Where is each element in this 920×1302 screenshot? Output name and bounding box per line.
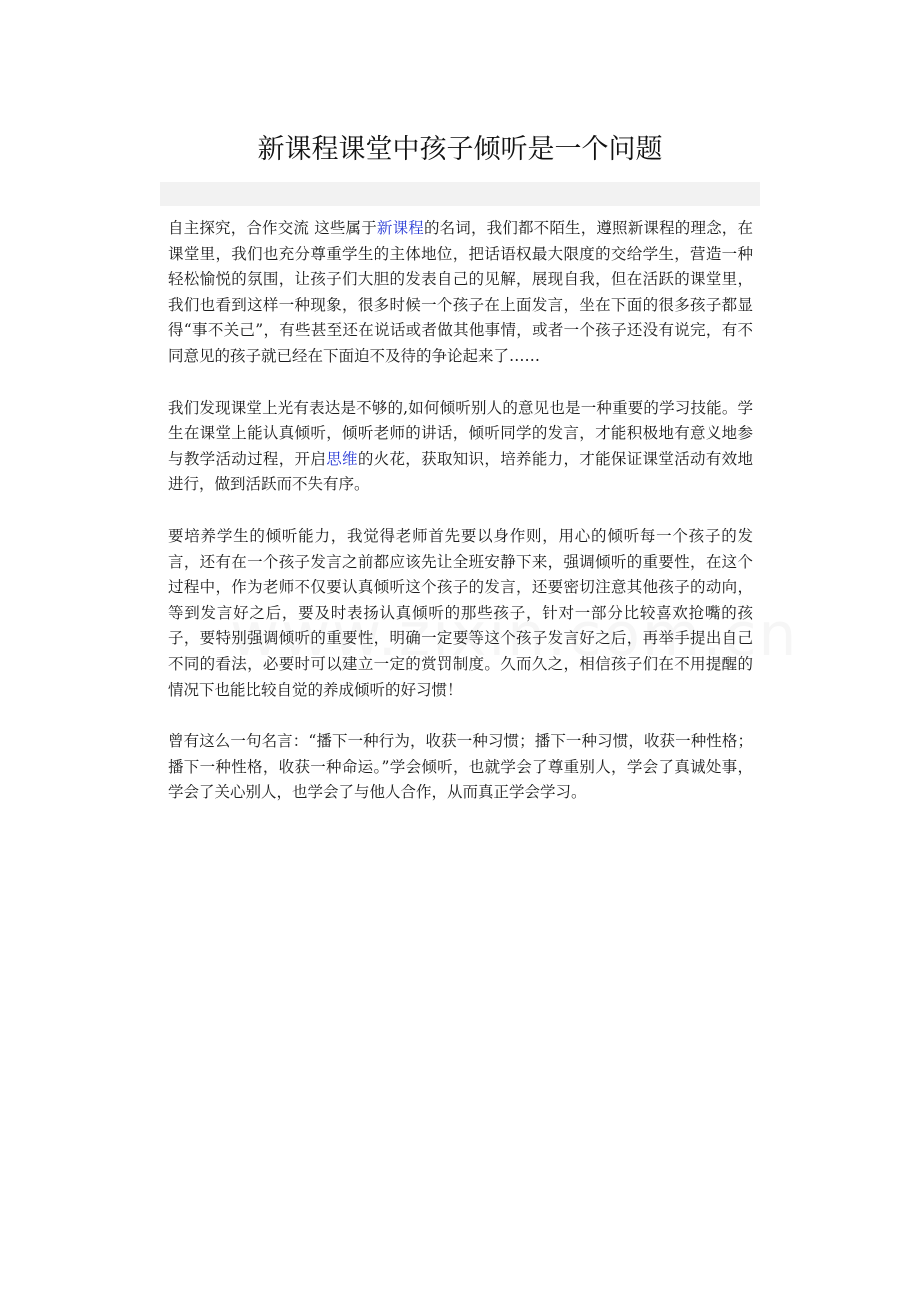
article-body bbox=[168, 216, 753, 832]
link-thinking[interactable]: 思维 bbox=[326, 449, 358, 468]
header-divider-bar bbox=[160, 182, 760, 206]
paragraph-2-text-end: 的火花，获取知识，培养能力，才能保证课堂活动有效地进行，做到活跃而不失有序。 bbox=[168, 449, 753, 494]
paragraph-2 bbox=[168, 396, 753, 498]
paragraph-1-text-start: 自主探究，合作交流 这些属于 bbox=[168, 219, 377, 237]
link-new-curriculum[interactable]: 新课程 bbox=[376, 219, 424, 237]
paragraph-4-text: 曾有这么一句名言：“播下一种行为，收获一种习惯；播下一种习惯，收获一种性格；播下一种性格，收获一种命运。”学会倾听，也就学会了尊重别人，学会了真诚处事，学会了关心别人，也学会了与他人合作，从而真正学会学习。 bbox=[168, 732, 753, 802]
paragraph-1 bbox=[168, 216, 753, 370]
paragraph-2-text-start: 我们发现课堂上光有表达是不够的,如何倾听别人的意见也是一种重要的学习技能。学生在课堂上能认真倾听，倾听老师的讲话，倾听同学的发言，才能积极地有意义地参与教学活动过程，开启 bbox=[168, 398, 753, 468]
paragraph-3 bbox=[168, 524, 753, 703]
paragraph-4 bbox=[168, 729, 753, 806]
page-title: 新课程课堂中孩子倾听是一个问题 bbox=[257, 134, 663, 165]
paragraph-3-text: 要培养学生的倾听能力，我觉得老师首先要以身作则，用心的倾听每一个孩子的发言，还有在一个孩子发言之前都应该先让全班安静下来，强调倾听的重要性，在这个过程中，作为老师不仅要认真倾听这个孩子的发言，还要密切注意其他孩子的动向，等到发言好之后，要及时表扬认真倾听的那些孩子，针对一部分比较喜欢抢嘴的孩子，要特别强调倾听的重要性，明确一定要等这个孩子发言好之后，再举手提出自己不同的看法，必要时可以建立一定的赏罚制度。久而久之，相信孩子们在不用提醒的情况下也能比较自觉的养成倾听的好习惯！ bbox=[168, 526, 753, 699]
paragraph-1-text-end: 的名词，我们都不陌生，遵照新课程的理念，在课堂里，我们也充分尊重学生的主体地位，把话语权最大限度的交给学生，营造一种轻松愉悦的氛围，让孩子们大胆的发表自己的见解，展现自我，但在活跃的课堂里，我们也看到这样一种现象，很多时候一个孩子在上面发言，坐在下面的很多孩子都显得“事不关己”，有些甚至还在说话或者做其他事情，或者一个孩子还没有说完，有不同意见的孩子就已经在下面迫不及待的争论起来了…… bbox=[168, 219, 753, 365]
